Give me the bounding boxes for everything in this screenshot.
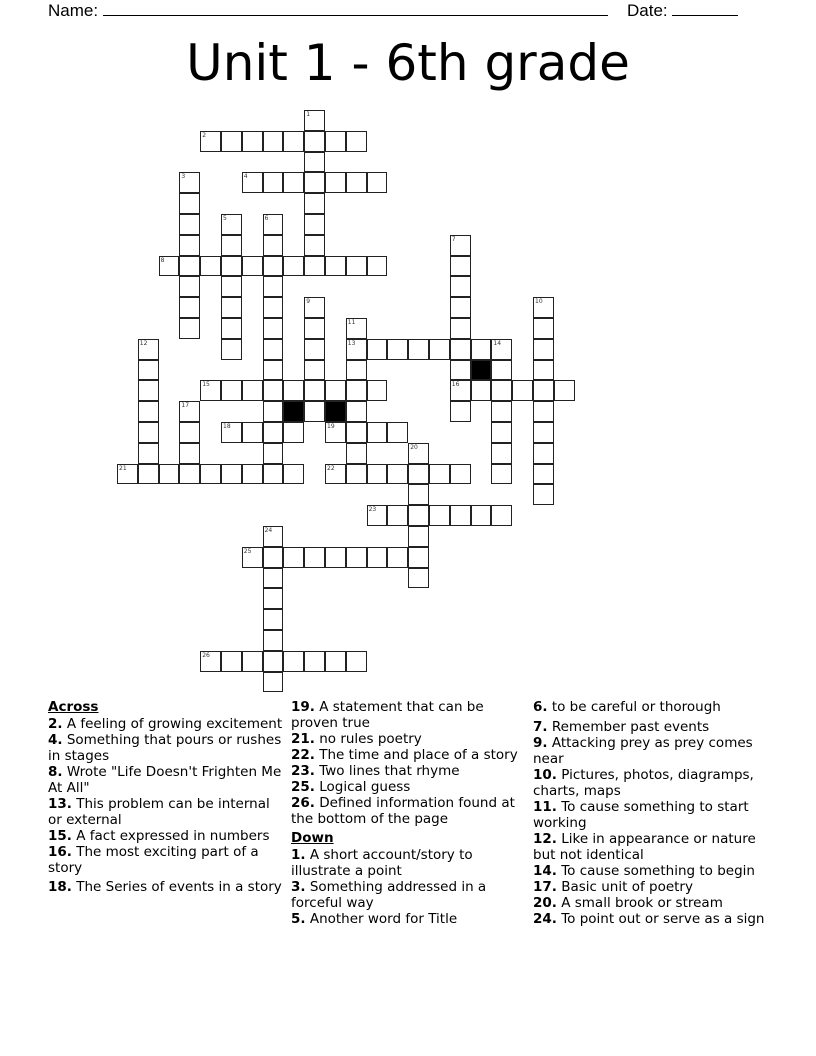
clue-down-11: 11. To cause something to start working bbox=[533, 799, 749, 831]
clue-across-2: 2. A feeling of growing excitement bbox=[48, 716, 283, 732]
clue-across-21: 21. no rules poetry bbox=[291, 731, 422, 747]
grid-cell[interactable] bbox=[408, 484, 429, 505]
grid-cell[interactable] bbox=[450, 360, 471, 381]
clue-down-3: 3. Something addressed in a forceful way bbox=[291, 879, 487, 911]
grid-cell[interactable] bbox=[263, 526, 284, 547]
grid-cell[interactable] bbox=[263, 318, 284, 339]
clue-down-7: 7. Remember past events bbox=[533, 719, 710, 735]
grid-cell[interactable] bbox=[325, 422, 346, 443]
grid-cell[interactable] bbox=[533, 464, 554, 485]
grid-cell[interactable] bbox=[491, 505, 512, 526]
page-title: Unit 1 - 6th grade bbox=[186, 34, 630, 92]
grid-cell[interactable] bbox=[304, 401, 325, 422]
clue-number: 20 bbox=[410, 443, 418, 451]
grid-cell[interactable] bbox=[533, 380, 554, 401]
grid-cell[interactable] bbox=[367, 422, 388, 443]
clues-column-2 bbox=[291, 699, 526, 927]
grid-cell[interactable] bbox=[283, 131, 304, 152]
clue-down-9: 9. Attacking prey as prey comes near bbox=[533, 735, 753, 767]
grid-cell[interactable] bbox=[200, 380, 221, 401]
grid-cell[interactable] bbox=[346, 443, 367, 464]
grid-cell[interactable] bbox=[491, 360, 512, 381]
grid-cell[interactable] bbox=[491, 422, 512, 443]
grid-cell[interactable] bbox=[304, 297, 325, 318]
clue-number: 4 bbox=[243, 173, 248, 181]
grid-cell[interactable] bbox=[387, 422, 408, 443]
grid-cell[interactable] bbox=[138, 464, 159, 485]
date-label: Date: bbox=[627, 1, 668, 20]
grid-cell[interactable] bbox=[283, 172, 304, 193]
grid-cell[interactable] bbox=[491, 464, 512, 485]
grid-cell[interactable] bbox=[346, 401, 367, 422]
grid-cell[interactable] bbox=[283, 380, 304, 401]
grid-cell[interactable] bbox=[138, 360, 159, 381]
grid-cell[interactable] bbox=[533, 443, 554, 464]
grid-cell[interactable] bbox=[263, 609, 284, 630]
grid-cell[interactable] bbox=[138, 401, 159, 422]
grid-cell[interactable] bbox=[283, 464, 304, 485]
grid-cell[interactable] bbox=[283, 256, 304, 277]
grid-cell[interactable] bbox=[408, 464, 429, 485]
grid-cell[interactable] bbox=[242, 172, 263, 193]
clue-number: 7 bbox=[451, 235, 456, 243]
grid-cell[interactable] bbox=[367, 547, 388, 568]
grid-cell[interactable] bbox=[263, 443, 284, 464]
grid-cell[interactable] bbox=[138, 380, 159, 401]
grid-cell[interactable] bbox=[263, 297, 284, 318]
clue-down-12: 12. Like in appearance or nature but not identical bbox=[533, 831, 756, 863]
grid-cell[interactable] bbox=[346, 318, 367, 339]
grid-cell[interactable] bbox=[242, 547, 263, 568]
grid-cell[interactable] bbox=[159, 256, 180, 277]
grid-cell[interactable] bbox=[221, 276, 242, 297]
grid-cell[interactable] bbox=[263, 672, 284, 693]
clue-number: 11 bbox=[347, 319, 356, 326]
grid-cell[interactable] bbox=[346, 360, 367, 381]
clue-number: 17 bbox=[181, 402, 190, 410]
grid-cell[interactable] bbox=[533, 318, 554, 339]
grid-cell[interactable] bbox=[304, 152, 325, 173]
grid-cell[interactable] bbox=[283, 422, 304, 443]
grid-cell[interactable] bbox=[346, 547, 367, 568]
grid-cell[interactable] bbox=[221, 422, 242, 443]
clue-number: 12 bbox=[139, 339, 148, 347]
grid-cell[interactable] bbox=[200, 651, 221, 672]
clue-down-5: 5. Another word for Title bbox=[291, 911, 458, 927]
grid-cell[interactable] bbox=[263, 214, 284, 235]
clue-number: 3 bbox=[181, 173, 186, 181]
grid-cell[interactable] bbox=[138, 443, 159, 464]
clue-down-24: 24. To point out or serve as a sign bbox=[533, 911, 765, 927]
grid-cell[interactable] bbox=[242, 651, 263, 672]
grid-cell[interactable] bbox=[408, 339, 429, 360]
grid-cell[interactable] bbox=[221, 131, 242, 152]
grid-cell[interactable] bbox=[491, 380, 512, 401]
clue-number: 25 bbox=[243, 547, 252, 555]
grid-cell[interactable] bbox=[263, 235, 284, 256]
grid-cell[interactable] bbox=[263, 651, 284, 672]
grid-cell[interactable] bbox=[221, 318, 242, 339]
grid-cell[interactable] bbox=[179, 401, 200, 422]
grid-cell[interactable] bbox=[533, 422, 554, 443]
grid-cell[interactable] bbox=[387, 505, 408, 526]
grid-cell[interactable] bbox=[491, 339, 512, 360]
clue-across-18: 18. The Series of events in a story bbox=[48, 879, 282, 895]
grid-cell[interactable] bbox=[179, 276, 200, 297]
grid-cell[interactable] bbox=[304, 235, 325, 256]
clue-number: 22 bbox=[327, 464, 335, 472]
grid-cell[interactable] bbox=[263, 568, 284, 589]
grid-cell[interactable] bbox=[346, 380, 367, 401]
grid-cell[interactable] bbox=[450, 505, 471, 526]
clue-across-15: 15. A fact expressed in numbers bbox=[48, 828, 270, 844]
grid-cell[interactable] bbox=[429, 464, 450, 485]
across-heading: Across bbox=[48, 699, 99, 715]
grid-cell[interactable] bbox=[221, 380, 242, 401]
grid-cell[interactable] bbox=[387, 464, 408, 485]
clue-number: 9 bbox=[306, 298, 311, 306]
grid-cell[interactable] bbox=[304, 172, 325, 193]
grid-cell[interactable] bbox=[387, 547, 408, 568]
down-heading: Down bbox=[291, 830, 334, 846]
grid-cell[interactable] bbox=[263, 422, 284, 443]
clue-number: 13 bbox=[347, 339, 356, 347]
grid-cell[interactable] bbox=[242, 256, 263, 277]
grid-cell[interactable] bbox=[450, 380, 471, 401]
grid-cell[interactable] bbox=[471, 339, 492, 360]
grid-cell[interactable] bbox=[200, 256, 221, 277]
grid-cell[interactable] bbox=[304, 651, 325, 672]
clue-number: 1 bbox=[306, 111, 311, 118]
grid-cell[interactable] bbox=[283, 547, 304, 568]
clue-number: 6 bbox=[264, 215, 269, 222]
grid-cell[interactable] bbox=[471, 380, 492, 401]
clue-across-8: 8. Wrote "Life Doesn't Frighten Me At All" bbox=[48, 764, 282, 796]
name-label: Name: bbox=[48, 1, 99, 20]
grid-cell[interactable] bbox=[304, 256, 325, 277]
grid-cell[interactable] bbox=[367, 172, 388, 193]
grid-cell[interactable] bbox=[304, 380, 325, 401]
grid-cell[interactable] bbox=[512, 380, 533, 401]
grid-cell[interactable] bbox=[450, 401, 471, 422]
clue-number: 21 bbox=[119, 464, 127, 472]
clue-number: 8 bbox=[160, 256, 165, 264]
grid-cell[interactable] bbox=[200, 464, 221, 485]
grid-cell[interactable] bbox=[242, 131, 263, 152]
clue-number: 26 bbox=[202, 651, 210, 659]
grid-cell[interactable] bbox=[346, 464, 367, 485]
grid-cell[interactable] bbox=[179, 193, 200, 214]
clue-down-14: 14. To cause something to begin bbox=[533, 863, 755, 879]
grid-cell[interactable] bbox=[533, 401, 554, 422]
grid-cell[interactable] bbox=[159, 464, 180, 485]
grid-cell[interactable] bbox=[325, 464, 346, 485]
clue-number: 10 bbox=[535, 298, 543, 306]
clue-number: 19 bbox=[327, 423, 335, 430]
grid-cell[interactable] bbox=[263, 360, 284, 381]
grid-cell[interactable] bbox=[325, 256, 346, 277]
grid-cell[interactable] bbox=[221, 256, 242, 277]
clue-down-20: 20. A small brook or stream bbox=[533, 895, 723, 911]
clue-down-10: 10. Pictures, photos, diagramps, charts, maps bbox=[533, 767, 754, 799]
grid-cell[interactable] bbox=[179, 422, 200, 443]
clue-across-13: 13. This problem can be internal or external bbox=[48, 796, 270, 828]
grid-cell[interactable] bbox=[346, 339, 367, 360]
grid-cell[interactable] bbox=[346, 422, 367, 443]
grid-cell[interactable] bbox=[221, 464, 242, 485]
grid-cell[interactable] bbox=[263, 380, 284, 401]
grid-cell[interactable] bbox=[408, 526, 429, 547]
grid-cell[interactable] bbox=[304, 110, 325, 131]
clue-across-22: 22. The time and place of a story bbox=[291, 747, 518, 763]
black-cell bbox=[283, 401, 304, 422]
grid-cell[interactable] bbox=[221, 339, 242, 360]
grid-cell[interactable] bbox=[429, 339, 450, 360]
clue-across-16: 16. The most exciting part of a story bbox=[48, 844, 259, 876]
black-cell bbox=[471, 360, 492, 381]
clue-across-4: 4. Something that pours or rushes in stages bbox=[48, 732, 282, 764]
grid-cell[interactable] bbox=[325, 651, 346, 672]
grid-cell[interactable] bbox=[533, 360, 554, 381]
grid-cell[interactable] bbox=[367, 339, 388, 360]
clue-number: 16 bbox=[451, 381, 460, 389]
grid-cell[interactable] bbox=[179, 214, 200, 235]
grid-cell[interactable] bbox=[450, 276, 471, 297]
clue-number: 2 bbox=[202, 131, 207, 139]
grid-cell[interactable] bbox=[263, 131, 284, 152]
grid-cell[interactable] bbox=[179, 256, 200, 277]
grid-cell[interactable] bbox=[263, 630, 284, 651]
grid-cell[interactable] bbox=[263, 172, 284, 193]
grid-cell[interactable] bbox=[450, 339, 471, 360]
grid-cell[interactable] bbox=[346, 256, 367, 277]
grid-cell[interactable] bbox=[242, 422, 263, 443]
grid-cell[interactable] bbox=[367, 256, 388, 277]
grid-cell[interactable] bbox=[346, 651, 367, 672]
grid-cell[interactable] bbox=[346, 131, 367, 152]
grid-cell[interactable] bbox=[304, 360, 325, 381]
grid-cell[interactable] bbox=[450, 297, 471, 318]
grid-cell[interactable] bbox=[304, 339, 325, 360]
grid-cell[interactable] bbox=[263, 464, 284, 485]
clue-across-19: 19. A statement that can be proven true bbox=[291, 699, 484, 731]
grid-cell[interactable] bbox=[325, 380, 346, 401]
grid-cell[interactable] bbox=[263, 339, 284, 360]
grid-cell[interactable] bbox=[408, 505, 429, 526]
grid-cell[interactable] bbox=[408, 568, 429, 589]
clue-down-1: 1. A short account/story to illustrate a point bbox=[291, 847, 473, 879]
grid-cell[interactable] bbox=[179, 172, 200, 193]
grid-cell[interactable] bbox=[304, 214, 325, 235]
grid-cell[interactable] bbox=[533, 339, 554, 360]
grid-cell[interactable] bbox=[179, 235, 200, 256]
grid-cell[interactable] bbox=[554, 380, 575, 401]
grid-cell[interactable] bbox=[138, 339, 159, 360]
grid-cell[interactable] bbox=[263, 256, 284, 277]
grid-cell[interactable] bbox=[221, 651, 242, 672]
clue-number: 15 bbox=[202, 381, 210, 389]
clue-number: 5 bbox=[223, 215, 227, 222]
grid-cell[interactable] bbox=[491, 401, 512, 422]
grid-cell[interactable] bbox=[242, 380, 263, 401]
black-cell bbox=[325, 401, 346, 422]
grid-cell[interactable] bbox=[138, 422, 159, 443]
grid-cell[interactable] bbox=[263, 547, 284, 568]
grid-cell[interactable] bbox=[429, 505, 450, 526]
grid-cell[interactable] bbox=[450, 235, 471, 256]
clues-column-3 bbox=[533, 699, 768, 927]
grid-cell[interactable] bbox=[325, 547, 346, 568]
grid-cell[interactable] bbox=[117, 464, 138, 485]
grid-cell[interactable] bbox=[263, 276, 284, 297]
grid-cell[interactable] bbox=[304, 193, 325, 214]
grid-cell[interactable] bbox=[304, 318, 325, 339]
grid-cell[interactable] bbox=[387, 339, 408, 360]
clues-column-1 bbox=[48, 699, 283, 895]
grid-cell[interactable] bbox=[179, 443, 200, 464]
grid-cell[interactable] bbox=[325, 131, 346, 152]
clue-down-17: 17. Basic unit of poetry bbox=[533, 879, 693, 895]
grid-cell[interactable] bbox=[179, 464, 200, 485]
grid-cell[interactable] bbox=[179, 318, 200, 339]
clue-down-6: 6. to be careful or thorough bbox=[533, 699, 721, 715]
grid-cell[interactable] bbox=[450, 256, 471, 277]
grid-cell[interactable] bbox=[263, 588, 284, 609]
grid-cell[interactable] bbox=[263, 401, 284, 422]
clue-number: 18 bbox=[223, 423, 231, 430]
clue-across-25: 25. Logical guess bbox=[291, 779, 411, 795]
grid-cell[interactable] bbox=[450, 464, 471, 485]
grid-cell[interactable] bbox=[304, 131, 325, 152]
grid-cell[interactable] bbox=[408, 443, 429, 464]
grid-cell[interactable] bbox=[242, 464, 263, 485]
grid-cell[interactable] bbox=[346, 172, 367, 193]
grid-cell[interactable] bbox=[491, 443, 512, 464]
clue-number: 14 bbox=[493, 339, 502, 347]
grid-cell[interactable] bbox=[221, 214, 242, 235]
grid-cell[interactable] bbox=[367, 464, 388, 485]
grid-cell[interactable] bbox=[471, 505, 492, 526]
clue-number: 24 bbox=[264, 527, 273, 534]
clue-across-26: 26. Defined information found at the bottom of the page bbox=[291, 795, 515, 827]
grid-cell[interactable] bbox=[221, 297, 242, 318]
grid-cell[interactable] bbox=[533, 484, 554, 505]
grid-cell[interactable] bbox=[408, 547, 429, 568]
grid-cell[interactable] bbox=[450, 318, 471, 339]
grid-cell[interactable] bbox=[325, 172, 346, 193]
grid-cell[interactable] bbox=[367, 505, 388, 526]
grid-cell[interactable] bbox=[179, 297, 200, 318]
grid-cell[interactable] bbox=[533, 297, 554, 318]
grid-cell[interactable] bbox=[200, 131, 221, 152]
grid-cell[interactable] bbox=[367, 380, 388, 401]
clue-across-23: 23. Two lines that rhyme bbox=[291, 763, 460, 779]
grid-cell[interactable] bbox=[304, 547, 325, 568]
grid-cell[interactable] bbox=[283, 651, 304, 672]
clue-number: 23 bbox=[368, 506, 377, 514]
grid-cell[interactable] bbox=[221, 235, 242, 256]
